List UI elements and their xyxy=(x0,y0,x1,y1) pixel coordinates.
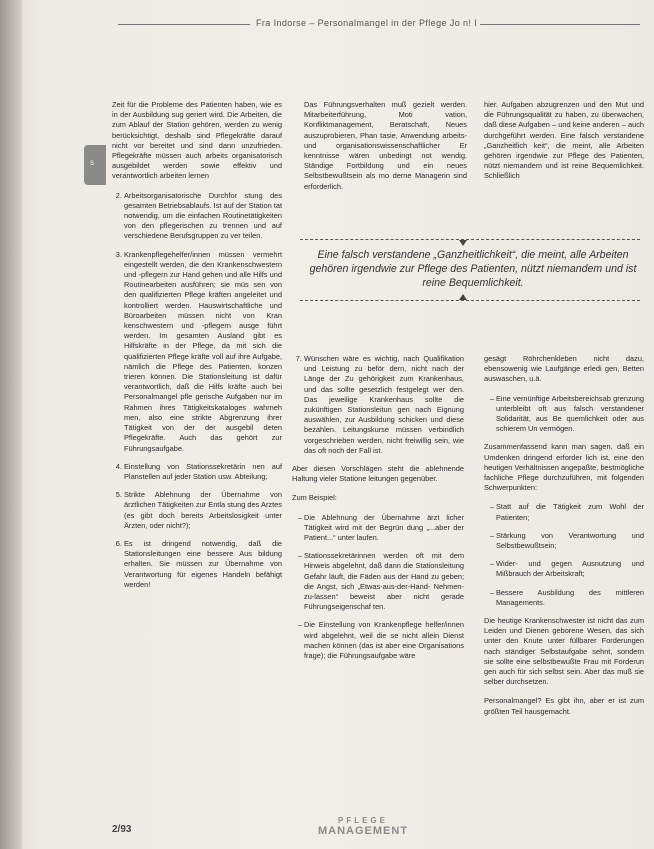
column-2-bottom xyxy=(292,354,464,669)
magazine-logo xyxy=(318,816,408,836)
proposal-item-6: 6. Es ist dringend notwendig, daß die Stationsleitungen eine bessere Aus bildung erhalten. Sie müssen zur Übernahme von Verantwortung für eigenes Handeln befähigt werden! xyxy=(124,539,282,590)
focus-item: – Bessere Ausbildung des mittleren Managements. xyxy=(496,588,644,608)
header-rule-right xyxy=(480,24,640,25)
col3-top-paragraph: hier. Aufgaben abzugrenzen und den Mut und die Führungsqualität zu haben, zu überwachen, daß diese Aufgaben – und keine anderen – auch durchgeführt werden. Eine falsch verstandene „Ganzheitlich keit“, die meint, alle Arbeiten gehören irgendwie zur Pflege des Patienten, nützt niemandem und ist reine Bequemlichkeit. Schließlich xyxy=(484,100,644,181)
example-list xyxy=(292,513,464,662)
proposal-item-5: 5. Strikte Ablehnung der Übernahme von ärztlichen Tätigkeiten zur Entla stung des Arztes (es gibt doch bereits Arbeitslosigkeit unter Ärzten, oder nicht?); xyxy=(124,490,282,531)
col2-top-paragraph: Das Führungsverhalten muß gezielt werden. Mitarbeiterführung, Moti vation, Konfliktmanagement, Beratschaft, Neues auszuprobieren, Phan tasie, Anwendung arbeits- und organisationswissenschaftlicher Er kenntnisse wären unbedingt not wendig. Ständige Fortbildung und ein neues Selbstbewußtsein als mo derne Managerin sind erforderlich. xyxy=(304,100,467,191)
focus-item: – Stärkung von Verantwortung und Selbstbewußtsein; xyxy=(496,531,644,551)
logo-line-2: MANAGEMENT xyxy=(318,825,409,837)
header-rule-left xyxy=(118,24,250,25)
page-folio: 2/93 xyxy=(112,824,132,835)
pull-quote-rule-bottom xyxy=(300,300,640,301)
page-spine-shadow xyxy=(0,0,22,849)
focus-item: – Statt auf die Tätigkeit zum Wohl der Patienten; xyxy=(496,502,644,522)
proposal-list xyxy=(112,191,282,590)
focus-item: – Wider- und gegen Ausnutzung und Mißbrauch der Arbeitskraft; xyxy=(496,559,644,579)
pull-quote: Eine falsch verstandene „Ganzheitlichkeit“, die meint, alle Arbeiten gehören irgendwie zur Pflege des Patienten, nützt niemandem und ist reine Bequemlichkeit. xyxy=(309,249,637,289)
col3-paragraph-4: Personalmangel? Es gibt ihn, aber er ist zum größten Teil hausgemacht. xyxy=(484,696,644,716)
col2-paragraph-1: Aber diesen Vorschlägen steht die ablehnende Haltung vieler Statione leitungen gegenüber. xyxy=(292,464,464,484)
col3-list-item: – Eine vernünftige Arbeitsbereichsab grenzung unterbleibt oft aus falsch verstandener Solidarität, aus Be quemlichkeit oder aus schierem Un vermögen. xyxy=(496,394,644,435)
section-tab-letter: s xyxy=(90,158,94,167)
col1-intro-paragraph: Zeit für die Probleme des Patienten haben, wie es in der Ausbildung sug geriert wird. Die Arbeiten, die zum Ablauf der Station gehören, werden zu wenig berücksichtigt, deshalb sind Pflegekräfte darauf nicht vor bereitet und sind dann unzufrieden. Pflegekräfte müssen auch arbeits organisatorisch ausgebildet werden sowie effektiv und verantwortlich arbeiten lernen xyxy=(112,100,282,181)
proposal-item-2: 2. Arbeitsorganisatorische Durchfor stung des gesamten Betriebsablaufs. Ist auf der Station tat notwendig, um die einfachen Routinetätigkeiten von den pflegerischen zu trennen und auf verschiedene Berufsgruppen zu ver teilen. xyxy=(124,191,282,242)
logo-line-1: PFLEGE xyxy=(337,816,388,825)
proposal-list-continued xyxy=(292,354,464,456)
focus-list xyxy=(484,502,644,608)
col3-paragraph-2: Zusammenfassend kann man sagen, daß ein Umdenken dringend erforder lich ist, eine den heutigen Verhältnissen angepaßte, bestmögliche fachliche Pflege durchzuführen, mit folgenden Schwerpunkten: xyxy=(484,442,644,493)
column-1 xyxy=(112,100,282,598)
section-tab-marker xyxy=(84,145,106,185)
column-3-top xyxy=(484,100,644,191)
pull-quote-marker-top xyxy=(459,240,467,246)
running-head: Fra Indorse – Personalmangel in der Pflege Jo n! I xyxy=(256,18,478,28)
proposal-item-4: 4. Einstellung von Stationssekretärin nen auf Planstellen auf jeder Station usw. Abteilung; xyxy=(124,462,282,482)
column-2-top xyxy=(304,100,467,201)
pull-quote-rule-top xyxy=(300,239,640,240)
column-3-bottom xyxy=(484,354,644,726)
col3-paragraph-3: Die heutige Krankenschwester ist nicht das zum Leiden und Dienen geborene Wesen, das sich unter den Knute unter füllbarer Forderungen nach ständiger Selbstaufgabe sehnt, sondern sie sollte eine selbstbewußte Frau mit Forderun gen auch für sich selbst sein. Aber das muß sie selber durchsetzen. xyxy=(484,616,644,687)
proposal-item-3: 3. Krankenpflegehelfer/innen müssen vermehrt eingestellt werden, die den Krankenschwestern und -pflegern zur Hand gehen und alle Hilfs und Routinearbeiten ausführen; sie müs sen von den qualifizierten Pflege kräften angeleitet und kontrolliert werden. Hauswirtschaftliche und Büroarbeiten müssen nicht von Kran kenschwestern und -pflegern ausge führt werden. Im gesamten Ausland gibt es Hilfskräfte in der Pflege, da mit sich die qualifizierten Pflege kräfte voll auf ihre Aufgabe, nämlich die Pflege des Patienten, konzen trieren können. Die Stationsleitung ist dafür verantwortlich, daß die Hilfs kräfte auch bei Personalmangel pfle gerische Aufgaben nur im Rahmen ihres Tätigkeitskataloges wahrneh men, also eine strikte Abgrenzung ihrer Tätigkeit von der der ausgebil deten Pflegekräfte. Auch das gehört zur Führungsaufgabe. xyxy=(124,250,282,454)
col3-paragraph-1: gesägt Röhrchenkleben nicht dazu, ebensowenig wie Laufgänge erledi gen, Betten auswaschen, u.ä. xyxy=(484,354,644,384)
example-item: – Stationssekretärinnen werden oft mit dem Hinweis abgelehnt, daß dann die Stationsleitung Gefahr läuft, die Fäden aus der Hand zu geben; die Angst, sich „Etwas-aus-der-Hand- Nehmen-zu-lassen“ beweist aber nicht gerade Führungseigenschaf ten. xyxy=(304,551,464,612)
col2-paragraph-2: Zum Beispiel: xyxy=(292,493,337,503)
proposal-item-7: 7. Wünschen wäre es wichtig, nach Qualifikation und Leistung zu beför dern, nicht nach der Länge der Zu gehörigkeit zum Krankenhaus, und das sollte gesetzlich festgelegt wer den. Das jeweilige Krankenhaus sollte die zukünftigen Stationsleitun gen nach Eignung auswählen, zur Ausbildung schicken und diese bezahlen. Leitungskurse müssen verbindlich vorgeschrieben werden, nicht freiwillig sein, wie das oft noch der Fall ist. xyxy=(304,354,464,456)
example-item: – Die Einstellung von Krankenpflege helfer/innen wird abgelehnt, weil die se nicht allein Dienst machen können (das ist aber eine Organisations frage); die Führungsaufgabe wäre xyxy=(304,620,464,661)
example-item: – Die Ablehnung der Übernahme ärzt licher Tätigkeit wird mit der Begrün dung „...aber der Patient...“ unter laufen. xyxy=(304,513,464,544)
col3-list-1 xyxy=(484,394,644,435)
